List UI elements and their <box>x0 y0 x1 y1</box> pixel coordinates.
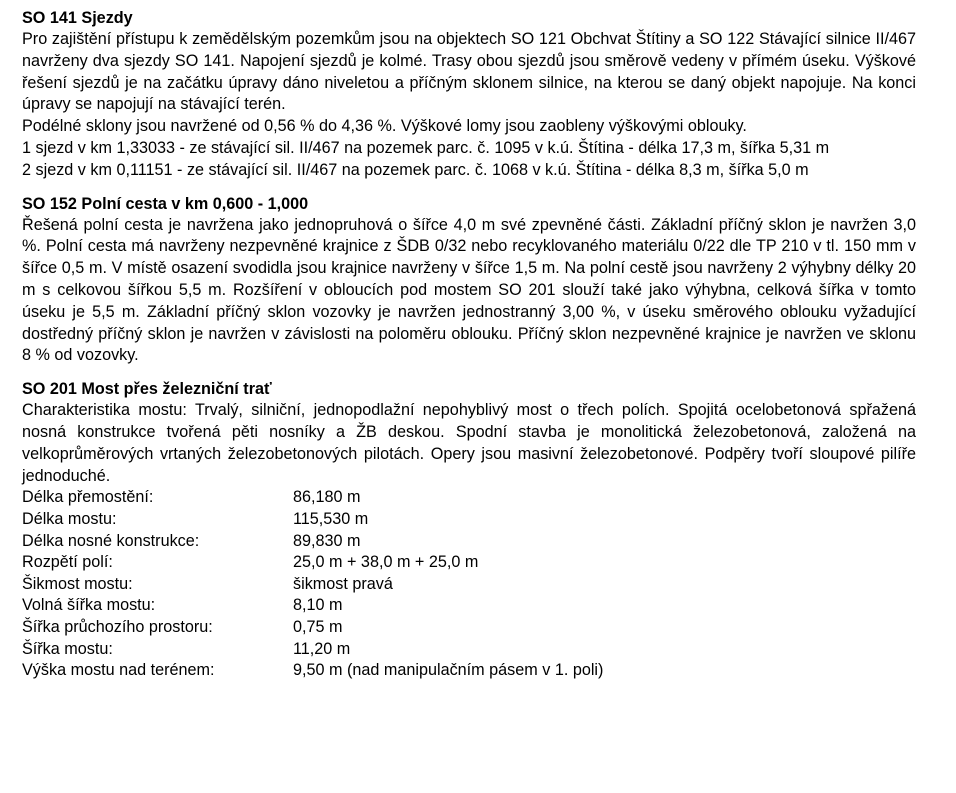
param-label: Rozpětí polí: <box>22 553 113 572</box>
section-title-so152: SO 152 Polní cesta v km 0,600 - 1,000 <box>22 194 309 213</box>
table-row <box>22 509 603 531</box>
param-value: 86,180 m <box>293 488 361 507</box>
param-value: 25,0 m + 38,0 m + 25,0 m <box>293 553 479 572</box>
section-title-so201: SO 201 Most přes železniční trať <box>22 380 272 399</box>
param-value: 115,530 m <box>293 509 369 528</box>
section-so152 <box>22 194 916 368</box>
table-row <box>22 660 603 682</box>
paragraph-so152: Řešená polní cesta je navržena jako jednopruhová o šířce 4,0 m své zpevněné části. Základní příčný sklon je navržen 3,0 %. Polní cesta má navrženy nezpevněné krajnice z ŠDB 0/32 nebo recyklovaného materiálu 0/22 dle TP 210 v tl. 150 mm v šířce 0,5 m. V místě osazení svodidla jsou krajnice navrženy v šířce 1,5 m. Na polní cestě jsou navrženy 2 výhybny délky 20 m s celkovou šířkou 5,5 m. Rozšíření v obloucích pod mostem SO 201 slouží také jako výhybna, celková šířka v tomto úseku je 5,5 m. Základní příčný sklon vozovky je navržen jednostranný 3,00 %, v úseku směrového oblouku vyžadující dostředný příčný sklon je navržen v závislosti na poloměru oblouku. Příčný sklon nezpevněné krajnice je navržen ve sklonu 8 % od vozovky. <box>22 215 916 365</box>
table-row <box>22 552 603 574</box>
paragraph-so141: Pro zajištění přístupu k zemědělským pozemkům jsou na objektech SO 121 Obchvat Štítiny a SO 122 Stávající silnice II/467 navrženy dva sjezdy SO 141. Napojení sjezdů je kolmé. Trasy obou sjezdů jsou směrově vedeny v přímém úseku. Výškové řešení sjezdů je na začátku úpravy dáno niveletou a příčným sklonem silnice, na kterou se daný objekt napojuje. Na konci úpravy se napojují na stávající terén. <box>22 30 916 114</box>
table-row <box>22 531 603 553</box>
param-label: Výška mostu nad terénem: <box>22 661 215 680</box>
param-value: 0,75 m <box>293 617 343 636</box>
paragraph-so141-slopes: Podélné sklony jsou navržené od 0,56 % do 4,36 %. Výškové lomy jsou zaobleny výškovými oblouky. <box>22 117 747 136</box>
param-label: Délka mostu: <box>22 509 117 528</box>
paragraph-so141-driveway-1: 1 sjezd v km 1,33033 - ze stávající sil. II/467 na pozemek parc. č. 1095 v k.ú. Štítina - délka 17,3 m, šířka 5,31 m <box>22 138 830 157</box>
paragraph-so141-driveway-2: 2 sjezd v km 0,11151 - ze stávající sil. II/467 na pozemek parc. č. 1068 v k.ú. Štítina - délka 8,3 m, šířka 5,0 m <box>22 160 809 179</box>
param-label: Šířka mostu: <box>22 639 113 658</box>
table-row <box>22 595 603 617</box>
table-row <box>22 639 603 661</box>
table-row <box>22 487 603 509</box>
param-label: Šikmost mostu: <box>22 574 133 593</box>
paragraph-so201: Charakteristika mostu: Trvalý, silniční, jednopodlažní nepohyblivý most o třech polích. Spojitá ocelobetonová spřažená nosná konstrukce tvořená pěti nosníky a ŽB deskou. Spodní stavba je monolitická železobetonová, založená na velkoprůměrových vrtaných železobetonových pilotách. Opery jsou masivní železobetonové. Podpěry tvoří sloupové pilíře jednoduché. <box>22 401 916 485</box>
param-value: šikmost pravá <box>293 574 393 593</box>
section-so201 <box>22 379 916 682</box>
bridge-parameters-table <box>22 487 603 681</box>
param-label: Volná šířka mostu: <box>22 596 156 615</box>
param-label: Délka nosné konstrukce: <box>22 531 200 550</box>
table-row <box>22 574 603 596</box>
param-label: Délka přemostění: <box>22 488 154 507</box>
param-label: Šířka průchozího prostoru: <box>22 617 213 636</box>
section-so141 <box>22 8 916 182</box>
param-value: 8,10 m <box>293 596 343 615</box>
table-row <box>22 617 603 639</box>
param-value: 9,50 m (nad manipulačním pásem v 1. poli) <box>293 661 604 680</box>
param-value: 89,830 m <box>293 531 361 550</box>
param-value: 11,20 m <box>293 639 351 658</box>
section-title-so141: SO 141 Sjezdy <box>22 9 133 27</box>
